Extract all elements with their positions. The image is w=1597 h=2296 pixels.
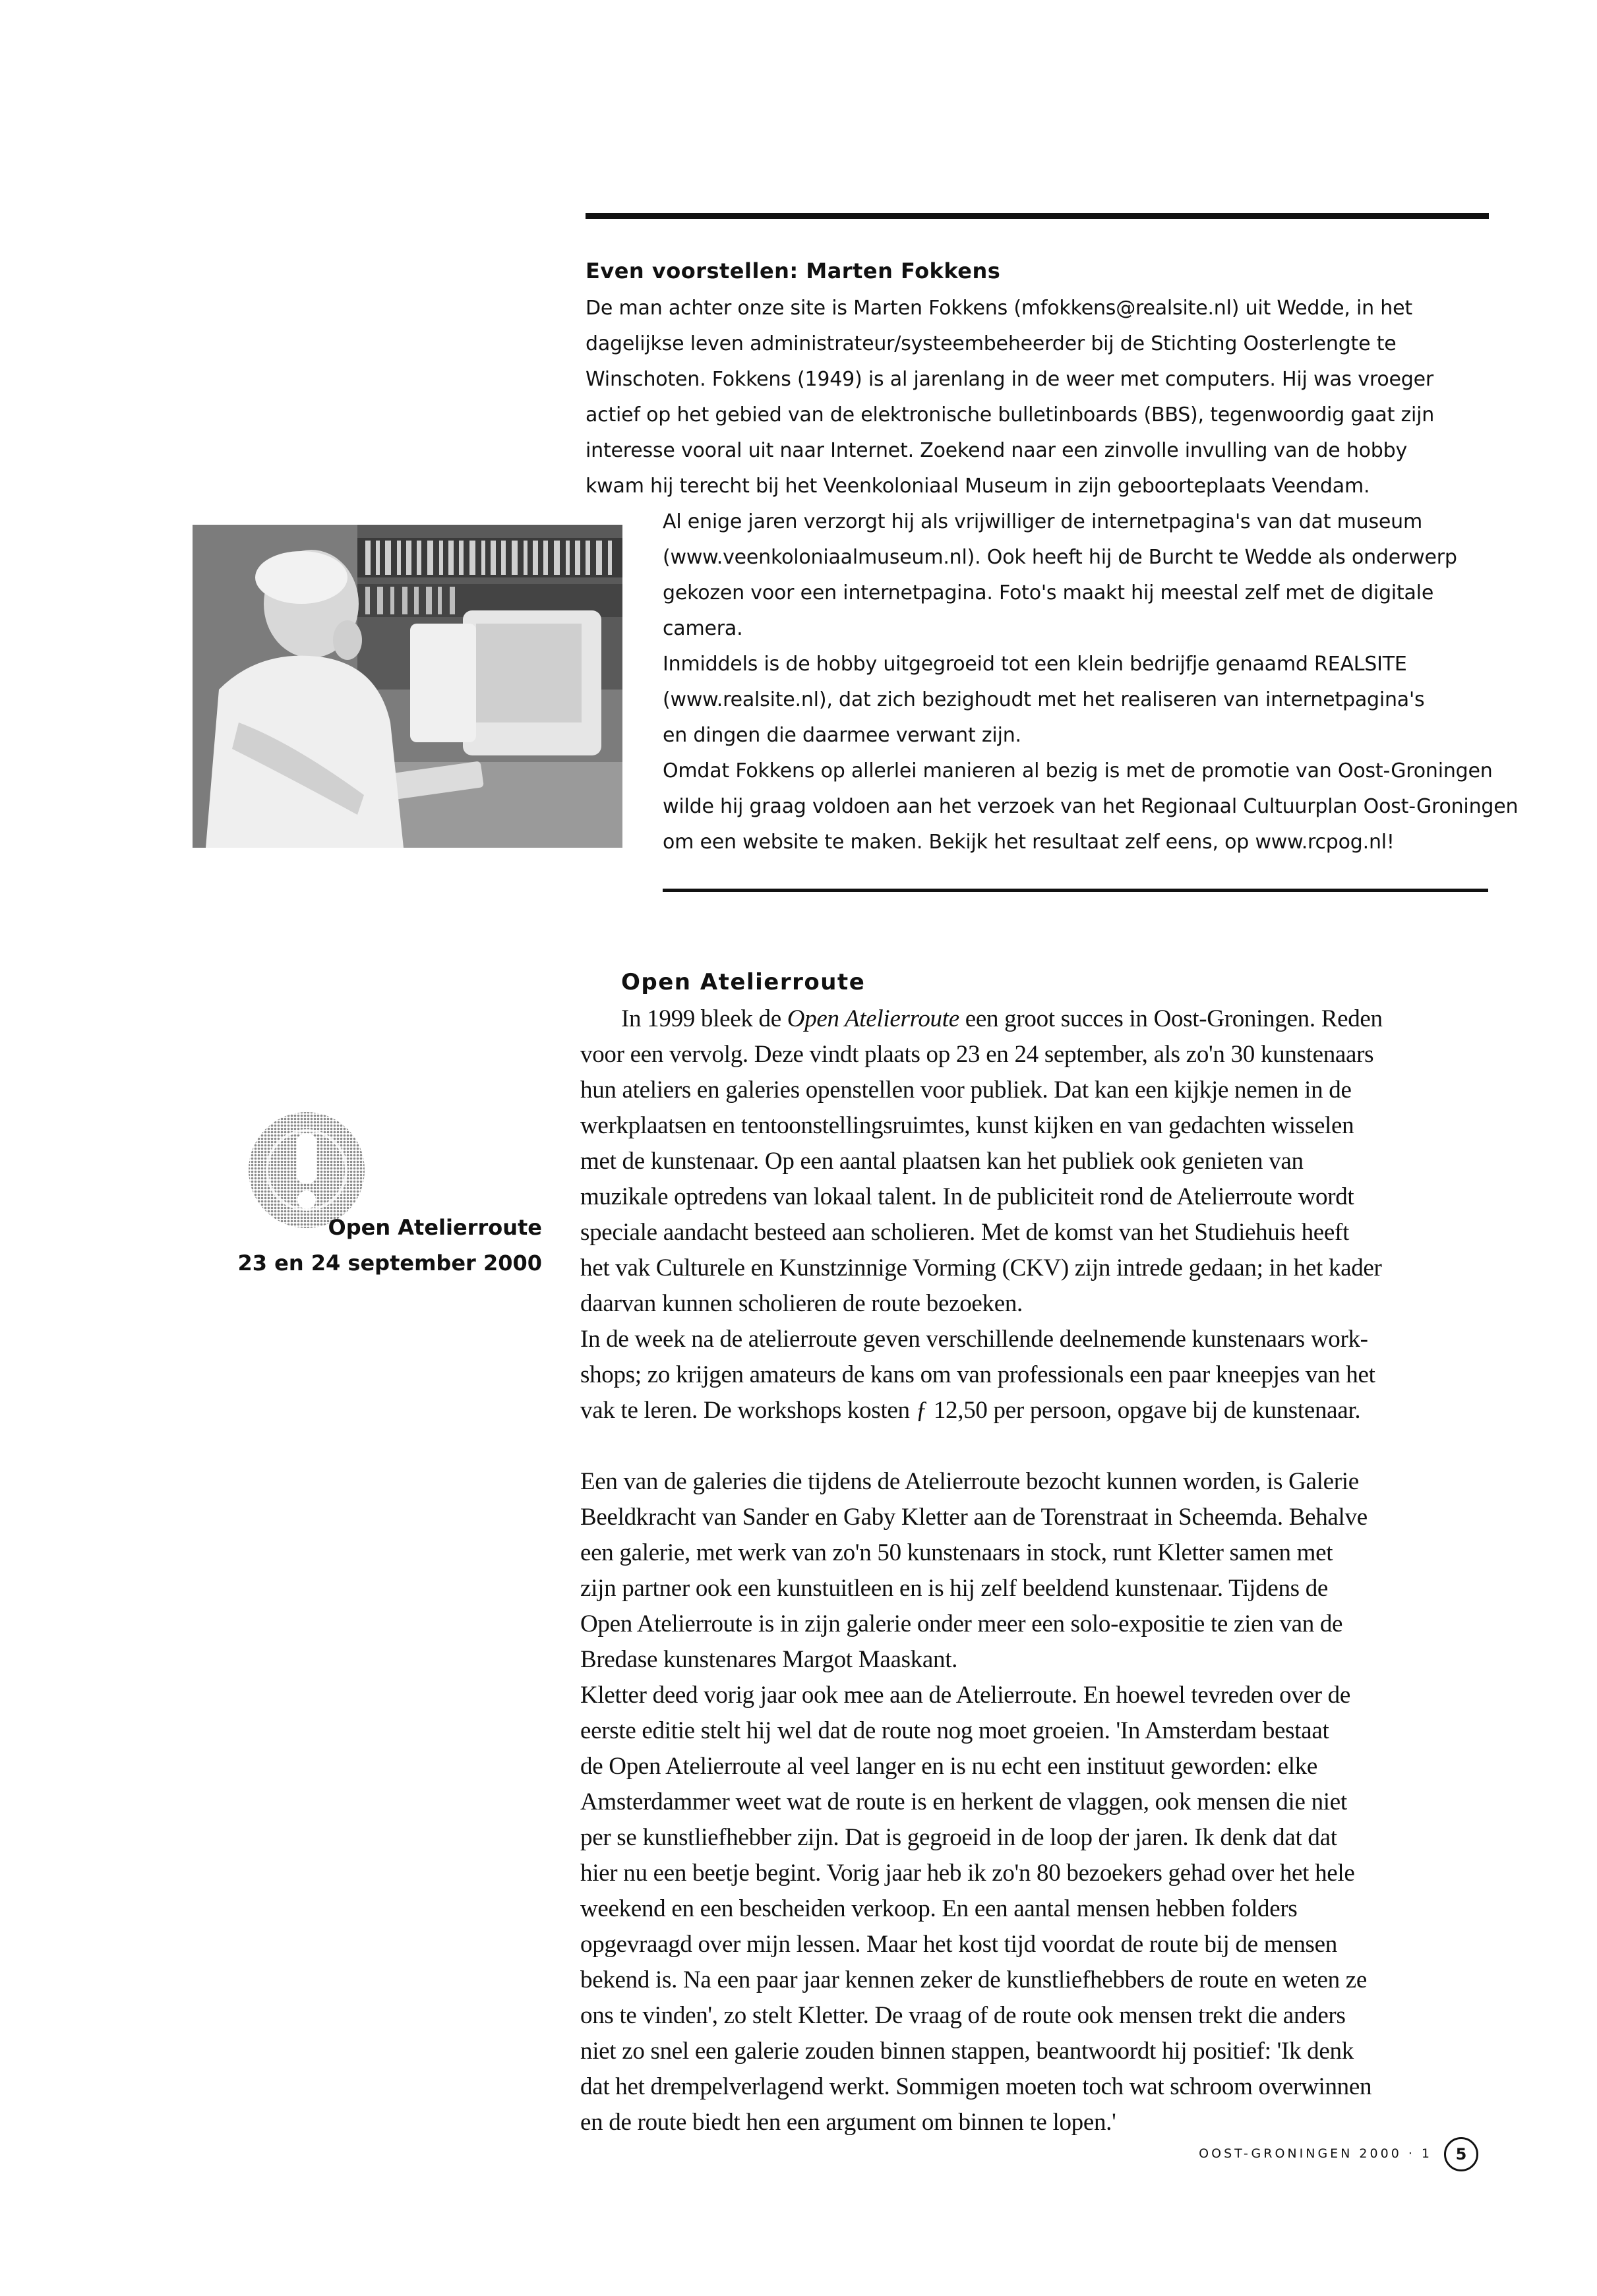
exclamation-icon-graphic — [244, 1107, 369, 1233]
box1-line: om een website te maken. Bekijk het resultaat zelf eens, op www.rcpog.nl! — [663, 831, 1395, 854]
article-line: In de week na de atelierroute geven verschillende deelnemende kunstenaars work- — [580, 1326, 1368, 1353]
box1-line: camera. — [663, 617, 743, 640]
article-line: hun ateliers en galeries openstellen voor publiek. Dat kan een kijkje nemen in de — [580, 1076, 1352, 1104]
box1-line: Omdat Fokkens op allerlei manieren al bezig is met de promotie van Oost-Groningen — [663, 759, 1493, 782]
article-line: per se kunstliefhebber zijn. Dat is gegroeid in de loop der jaren. Ik denk dat dat — [580, 1824, 1337, 1851]
article-title: Open Atelierroute — [621, 969, 866, 995]
article-line: bekend is. Na een paar jaar kennen zeker de kunstliefhebbers de route en weten ze — [580, 1966, 1368, 1993]
box1-line: en dingen die daarmee verwant zijn. — [663, 724, 1021, 747]
footer-publication: OOST-GRONINGEN 2000 · 1 — [1199, 2146, 1432, 2161]
article-line: daarvan kunnen scholieren de route bezoeken. — [580, 1290, 1023, 1317]
box1-bottom-rule — [663, 889, 1488, 892]
article-line: de Open Atelierroute al veel langer en is nu echt een instituut geworden: elke — [580, 1753, 1318, 1780]
page-number: 5 — [1444, 2137, 1478, 2171]
article-line: hier nu een beetje begint. Vorig jaar heb ik zo'n 80 bezoekers gehad over het hele — [580, 1860, 1355, 1887]
article-line: het vak Culturele en Kunstzinnige Vorming (CKV) zijn intrede gedaan; in het kader — [580, 1254, 1382, 1281]
box1-line: kwam hij terecht bij het Veenkoloniaal Museum in zijn geboorteplaats Veendam. — [586, 475, 1370, 498]
box1-title: Even voorstellen: Marten Fokkens — [586, 258, 1001, 283]
box1-line: dagelijkse leven administrateur/systeembeheerder bij de Stichting Oosterlengte te — [586, 332, 1397, 355]
article-line: eerste editie stelt hij wel dat de route nog moet groeien. 'In Amsterdam bestaat — [580, 1717, 1329, 1744]
portrait-photo-graphic — [193, 525, 622, 848]
article-line: werkplaatsen en tentoonstellingsruimtes, kunst kijken en van gedachten wisselen — [580, 1112, 1354, 1139]
box1-line: (www.realsite.nl), dat zich bezighoudt met het realiseren van internetpagina's — [663, 688, 1425, 711]
portrait-photo — [193, 525, 622, 848]
top-rule — [586, 213, 1489, 219]
box1-line: (www.veenkoloniaalmuseum.nl). Ook heeft hij de Burcht te Wedde als onderwerp — [663, 546, 1457, 569]
article-text: In 1999 bleek de — [621, 1005, 787, 1032]
box1-line: Winschoten. Fokkens (1949) is al jarenlang in de weer met computers. Hij was vroeger — [586, 368, 1433, 391]
article-text: een groot succes in Oost-Groningen. Reden — [959, 1005, 1383, 1032]
box1-line: Inmiddels is de hobby uitgegroeid tot een klein bedrijfje genaamd REALSITE — [663, 653, 1407, 676]
article-line: met de kunstenaar. Op een aantal plaatsen kan het publiek ook genieten van — [580, 1148, 1304, 1175]
box1-line: interesse vooral uit naar Internet. Zoekend naar een zinvolle invulling van de hobby — [586, 439, 1408, 462]
sidebar-caption-title: Open Atelierroute — [328, 1215, 542, 1240]
article-line: weekend en een bescheiden verkoop. En een aantal mensen hebben folders — [580, 1895, 1298, 1922]
sidebar-caption-date: 23 en 24 september 2000 — [237, 1251, 542, 1276]
article-italic-term: Open Atelierroute — [787, 1005, 959, 1032]
article-line: en de route biedt hen een argument om binnen te lopen.' — [580, 2109, 1116, 2136]
article-line: opgevraagd over mijn lessen. Maar het kost tijd voordat de route bij de mensen — [580, 1931, 1337, 1958]
article-line: zijn partner ook een kunstuitleen en is hij zelf beeldend kunstenaar. Tijdens de — [580, 1575, 1329, 1602]
box1-line: actief op het gebied van de elektronische bulletinboards (BBS), tegenwoordig gaat zijn — [586, 403, 1435, 427]
box1-line: De man achter onze site is Marten Fokkens (mfokkens@realsite.nl) uit Wedde, in het — [586, 297, 1412, 320]
article-line: Bredase kunstenares Margot Maaskant. — [580, 1646, 958, 1673]
article-line: speciale aandacht besteed aan scholieren. Met de komst van het Studiehuis heeft — [580, 1219, 1350, 1246]
article-line: een galerie, met werk van zo'n 50 kunstenaars in stock, runt Kletter samen met — [580, 1539, 1333, 1566]
exclamation-icon — [244, 1107, 369, 1233]
article-line: Een van de galeries die tijdens de Atelierroute bezocht kunnen worden, is Galerie — [580, 1468, 1359, 1495]
box1-line: Al enige jaren verzorgt hij als vrijwilliger de internetpagina's van dat museum — [663, 510, 1422, 533]
article-line: shops; zo krijgen amateurs de kans om van professionals een paar kneepjes van het — [580, 1361, 1375, 1388]
article-line: vak te leren. De workshops kosten ƒ 12,50 per persoon, opgave bij de kunstenaar. — [580, 1397, 1361, 1424]
article-line: ons te vinden', zo stelt Kletter. De vraag of de route ook mensen trekt die anders — [580, 2002, 1346, 2029]
box1-line: wilde hij graag voldoen aan het verzoek van het Regionaal Cultuurplan Oost-Groningen — [663, 795, 1519, 818]
article-line: Beeldkracht van Sander en Gaby Kletter aan de Torenstraat in Scheemda. Behalve — [580, 1504, 1368, 1531]
article-line: dat het drempelverlagend werkt. Sommigen moeten toch wat schroom overwinnen — [580, 2073, 1372, 2100]
article-line — [621, 1001, 1383, 1037]
article-line: voor een vervolg. Deze vindt plaats op 23 en 24 september, als zo'n 30 kunstenaars — [580, 1041, 1374, 1068]
box1-line: gekozen voor een internetpagina. Foto's maakt hij meestal zelf met de digitale — [663, 581, 1434, 604]
article-line: Kletter deed vorig jaar ook mee aan de Atelierroute. En hoewel tevreden over de — [580, 1682, 1350, 1709]
article-line: muzikale optredens van lokaal talent. In de publiciteit rond de Atelierroute wordt — [580, 1183, 1354, 1210]
article-line: Open Atelierroute is in zijn galerie onder meer een solo-expositie te zien van de — [580, 1610, 1343, 1637]
article-line: niet zo snel een galerie zouden binnen stappen, beantwoordt hij positief: 'Ik denk — [580, 2038, 1354, 2065]
article-line: Amsterdammer weet wat de route is en herkent de vlaggen, ook mensen die niet — [580, 1788, 1347, 1815]
